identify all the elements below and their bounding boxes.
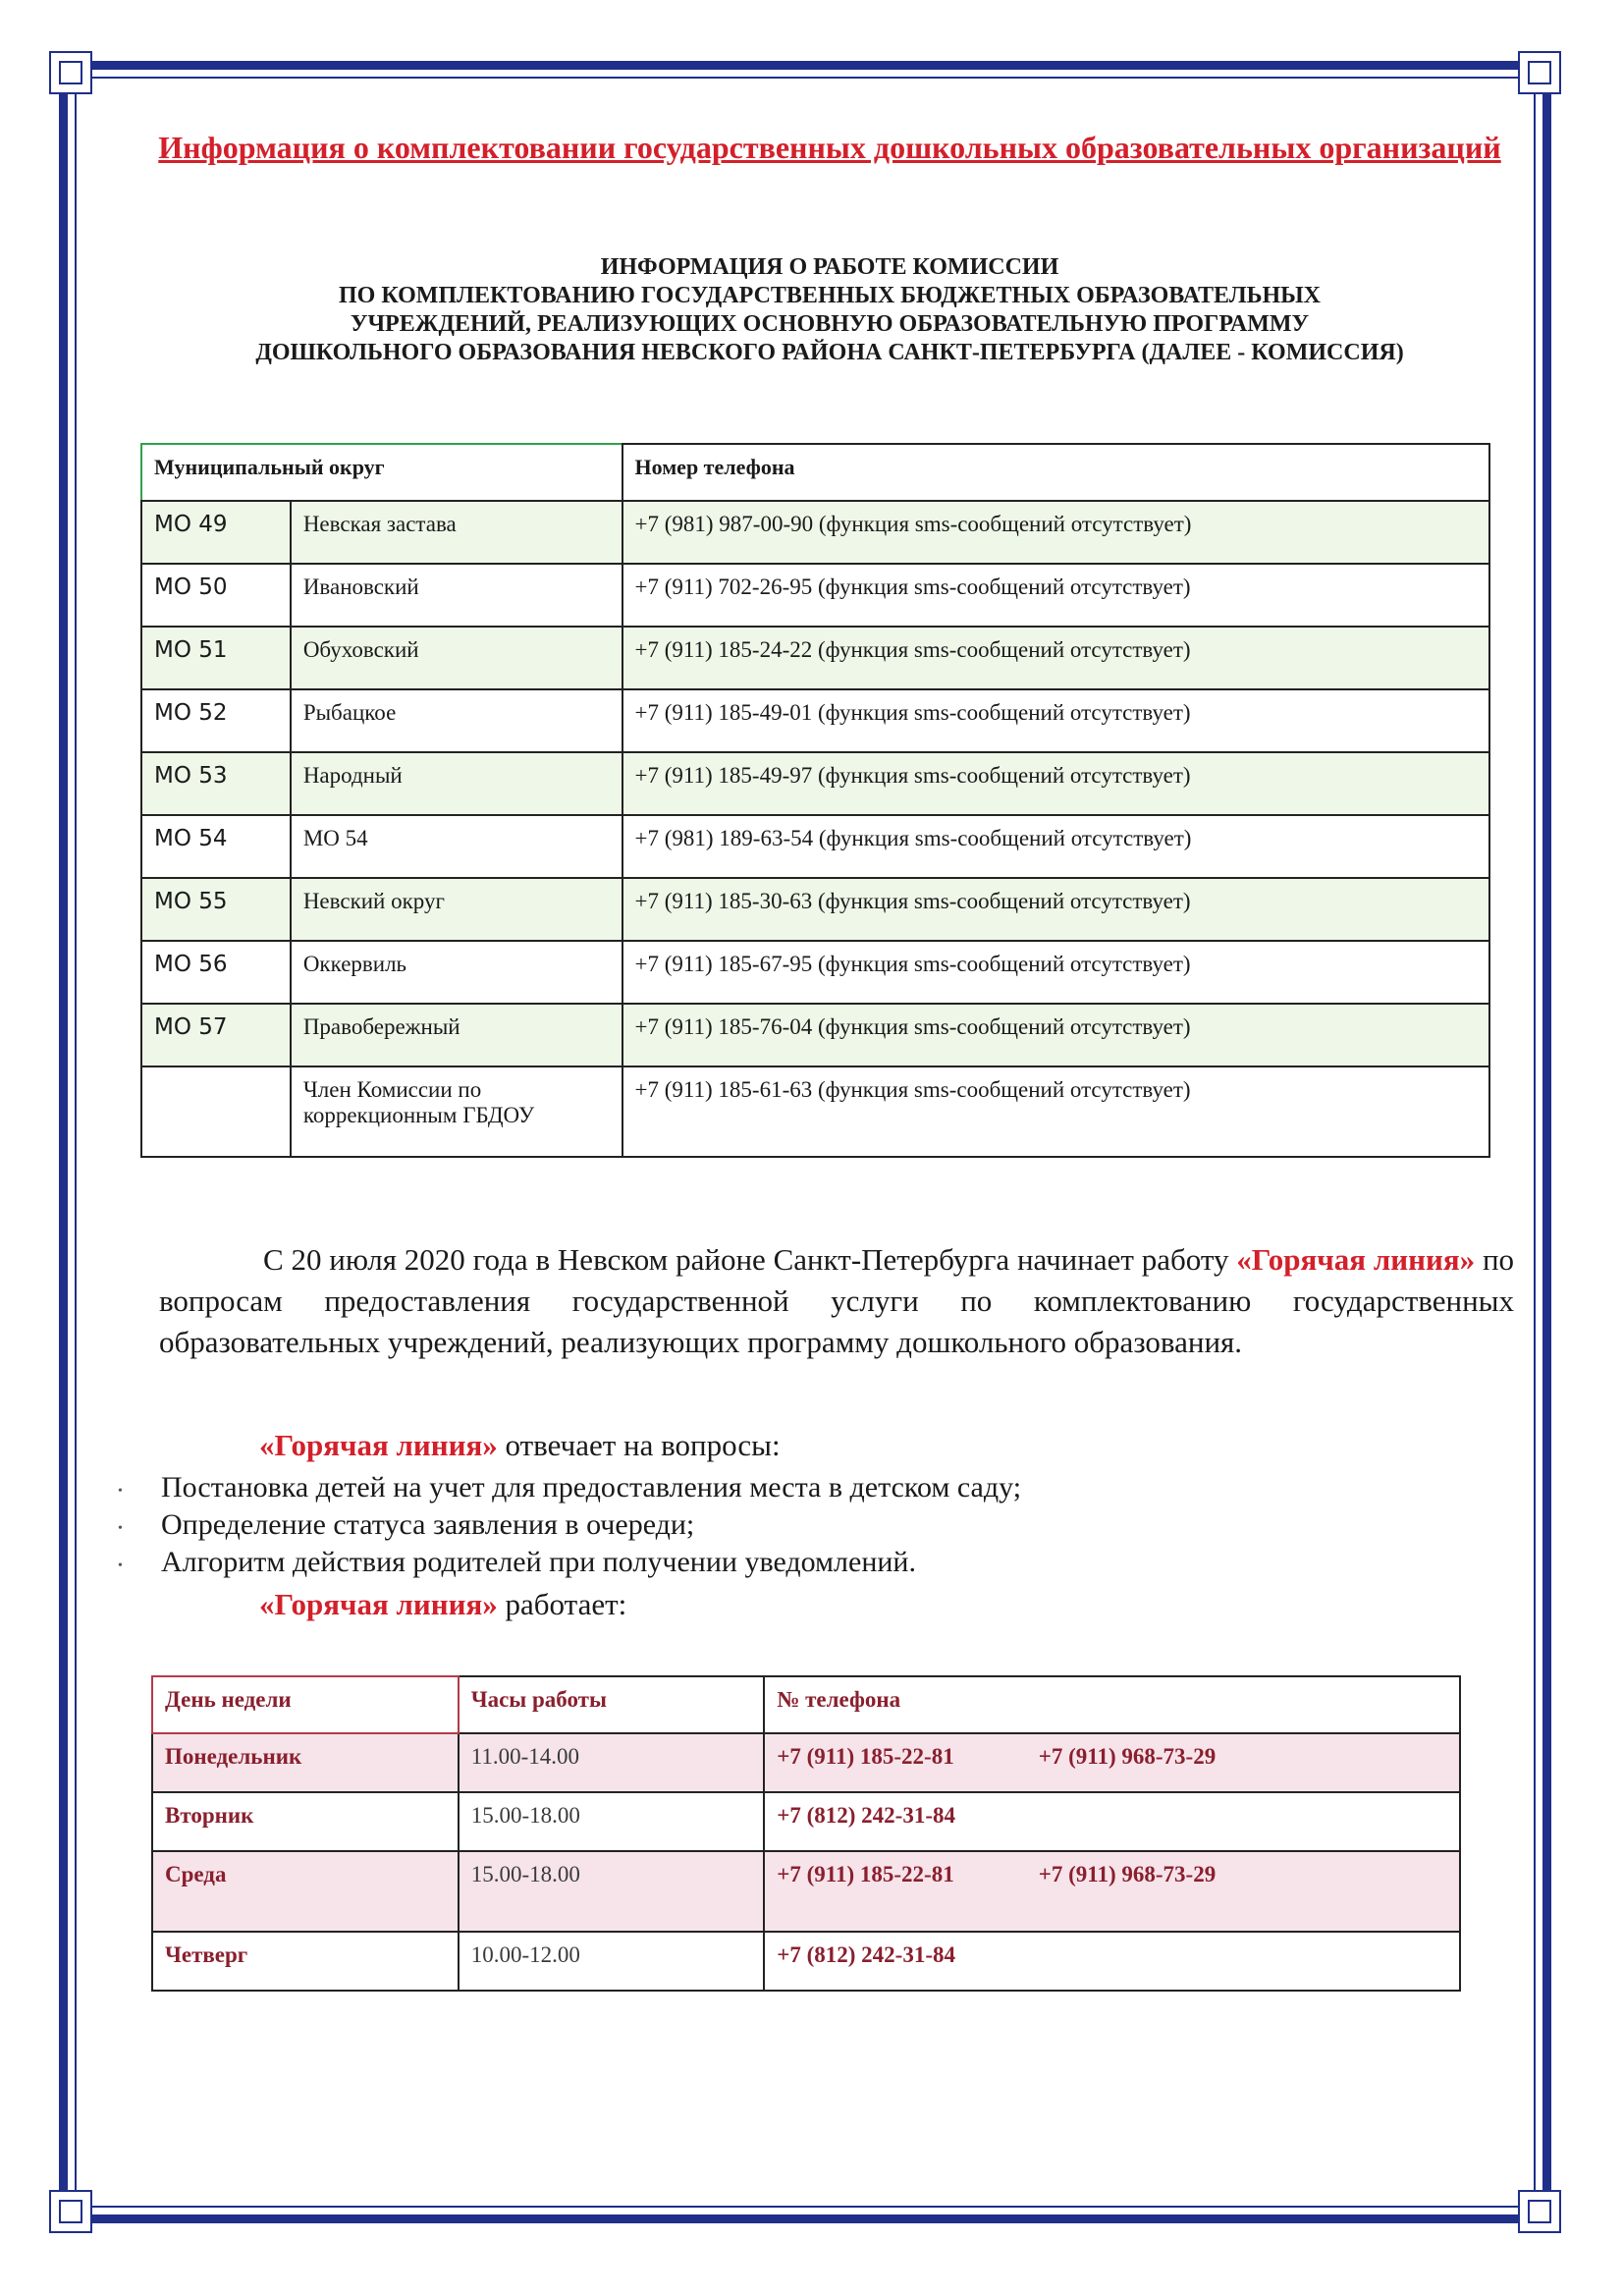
phone-cell: +7 (911) 185-49-97 (функция sms-сообщений отсутствует) [622,752,1490,815]
list-item: • Алгоритм действия родителей при получении уведомлений. [118,1544,1021,1581]
hours-cell: 15.00-18.00 [459,1792,765,1851]
phone-cell: +7 (911) 702-26-95 (функция sms-сообщений отсутствует) [622,564,1490,627]
phone-cell [764,1851,1460,1932]
hotline-topics-list [118,1469,1021,1581]
commission-contacts-table [140,443,1490,1158]
phone-number: +7 (812) 242-31-84 [777,1942,955,1967]
phone-cell: +7 (981) 987-00-90 (функция sms-сообщений отсутствует) [622,501,1490,564]
hotline-works-line [259,1585,626,1624]
table-row [152,1851,1460,1932]
day-cell: Вторник [152,1792,459,1851]
phone-cell: +7 (911) 185-49-01 (функция sms-сообщений отсутствует) [622,689,1490,752]
phone-cell: +7 (911) 185-24-22 (функция sms-сообщений отсутствует) [622,627,1490,689]
table-header-row [152,1676,1460,1733]
phone-cell: +7 (911) 185-61-63 (функция sms-сообщений отсутствует) [622,1066,1490,1157]
table-row [152,1792,1460,1851]
phone-cell: +7 (911) 185-67-95 (функция sms-сообщений отсутствует) [622,941,1490,1004]
district-name-cell: Рыбацкое [291,689,622,752]
district-name-cell: МО 54 [291,815,622,878]
district-name-cell: Член Комиссии по коррекционным ГБДОУ [291,1066,622,1157]
phone-cell [764,1733,1460,1792]
district-name-cell: Невская застава [291,501,622,564]
hotline-intro-before: С 20 июля 2020 года в Невском районе Санкт-Петербурга начинает работу [263,1242,1229,1277]
table-row [152,1932,1460,1991]
phone-cell: +7 (911) 185-76-04 (функция sms-сообщений отсутствует) [622,1004,1490,1066]
hours-cell: 11.00-14.00 [459,1733,765,1792]
day-cell: Среда [152,1851,459,1932]
phone-number: +7 (911) 968-73-29 [1038,1862,1217,1886]
hotline-intro [159,1239,1514,1363]
table-row [141,941,1489,1004]
column-header-phone: Номер телефона [622,444,1490,501]
commission-heading [118,253,1542,367]
phone-number: +7 (911) 968-73-29 [1038,1744,1217,1769]
district-name-cell: Оккервиль [291,941,622,1004]
table-row [141,627,1489,689]
list-item: • Определение статуса заявления в очереди; [118,1506,1021,1544]
phone-number: +7 (911) 185-22-81 [777,1744,954,1769]
table-row [141,878,1489,941]
commission-heading-line: ДОШКОЛЬНОГО ОБРАЗОВАНИЯ НЕВСКОГО РАЙОНА САНКТ-ПЕТЕРБУРГА (ДАЛЕЕ - КОМИССИЯ) [255,340,1404,365]
hotline-answers-text: отвечает на вопросы: [505,1428,781,1462]
district-code-cell: МО 54 [141,815,291,878]
frame-corner-ornament [49,51,92,94]
frame-corner-ornament [1518,51,1561,94]
district-code-cell: МО 57 [141,1004,291,1066]
commission-heading-line: ПО КОМПЛЕКТОВАНИЮ ГОСУДАРСТВЕННЫХ БЮДЖЕТНЫХ ОБРАЗОВАТЕЛЬНЫХ [338,283,1322,308]
district-code-cell: МО 51 [141,627,291,689]
district-name-cell: Народный [291,752,622,815]
district-code-cell: МО 52 [141,689,291,752]
district-code-cell: МО 55 [141,878,291,941]
hotline-intro-after: по вопросам предоставления государственной услуги по комплектованию государственных образовательных учреждений, реализующих программу дошкольного образования. [159,1242,1515,1359]
column-header-day: День недели [152,1676,459,1733]
column-header-hours: Часы работы [459,1676,765,1733]
frame-corner-ornament [1518,2190,1561,2233]
hotline-name: «Горячая линия» [259,1587,498,1621]
table-header-row [141,444,1489,501]
district-name-cell: Ивановский [291,564,622,627]
phone-cell [764,1792,1460,1851]
table-row [141,1066,1489,1157]
hotline-schedule-table [151,1675,1461,1992]
phone-cell [764,1932,1460,1991]
day-cell: Понедельник [152,1733,459,1792]
district-code-cell: МО 53 [141,752,291,815]
hotline-name: «Горячая линия» [1236,1242,1476,1277]
commission-heading-line: ИНФОРМАЦИЯ О РАБОТЕ КОМИССИИ [600,254,1059,280]
table-row [141,564,1489,627]
hotline-works-text: работает: [505,1587,627,1621]
table-row [141,1004,1489,1066]
page-title: Информация о комплектовании государственных дошкольных образовательных организаций [158,130,1501,165]
district-code-cell: МО 49 [141,501,291,564]
column-header-phone: № телефона [764,1676,1460,1733]
table-row [141,752,1489,815]
district-code-cell [141,1066,291,1157]
district-name-cell: Обуховский [291,627,622,689]
frame-corner-ornament [49,2190,92,2233]
district-name-cell: Правобережный [291,1004,622,1066]
table-row [141,501,1489,564]
list-item: • Постановка детей на учет для предоставления места в детском саду; [118,1469,1021,1506]
phone-number: +7 (812) 242-31-84 [777,1803,955,1828]
district-name-cell: Невский округ [291,878,622,941]
hours-cell: 10.00-12.00 [459,1932,765,1991]
table-row [141,815,1489,878]
hotline-answers-line [259,1426,781,1465]
district-code-cell: МО 50 [141,564,291,627]
phone-number: +7 (911) 185-22-81 [777,1862,954,1886]
table-row [152,1733,1460,1792]
day-cell: Четверг [152,1932,459,1991]
phone-cell: +7 (911) 185-30-63 (функция sms-сообщений отсутствует) [622,878,1490,941]
phone-cell: +7 (981) 189-63-54 (функция sms-сообщений отсутствует) [622,815,1490,878]
hours-cell: 15.00-18.00 [459,1851,765,1932]
hotline-name: «Горячая линия» [259,1428,498,1462]
column-header-district: Муниципальный округ [141,444,622,501]
district-code-cell: МО 56 [141,941,291,1004]
table-row [141,689,1489,752]
commission-heading-line: УЧРЕЖДЕНИЙ, РЕАЛИЗУЮЩИХ ОСНОВНУЮ ОБРАЗОВАТЕЛЬНУЮ ПРОГРАММУ [350,311,1310,337]
